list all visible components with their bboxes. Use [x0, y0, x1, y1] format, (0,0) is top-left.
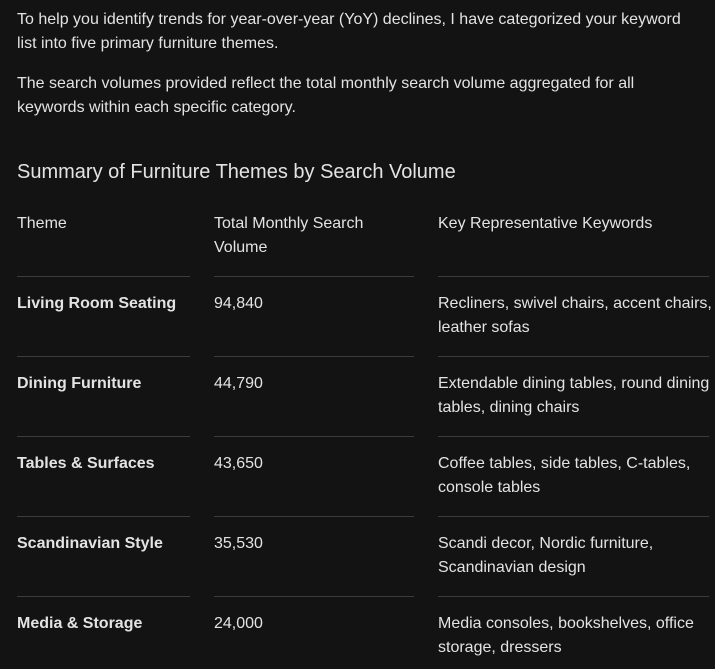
theme-name: Media & Storage — [17, 615, 143, 632]
search-volume: 44,790 — [214, 375, 263, 392]
theme-name: Scandinavian Style — [17, 535, 163, 552]
search-volume: 43,650 — [214, 455, 263, 472]
row-divider — [17, 436, 190, 437]
row-divider — [214, 596, 414, 597]
row-divider — [214, 436, 414, 437]
row-divider — [214, 276, 414, 277]
table-row — [0, 612, 715, 660]
search-volume: 35,530 — [214, 535, 263, 552]
row-divider — [17, 596, 190, 597]
table-row — [0, 452, 715, 516]
theme-name: Living Room Seating — [17, 295, 177, 312]
search-volume: 24,000 — [214, 615, 263, 632]
row-divider — [17, 276, 190, 277]
table-row — [0, 532, 715, 596]
row-divider — [17, 356, 190, 357]
representative-keywords: Recliners, swivel chairs, accent chairs, leather sofas — [438, 295, 712, 336]
row-divider — [214, 516, 414, 517]
representative-keywords: Scandi decor, Nordic furniture, Scandinavian design — [438, 535, 654, 576]
intro-paragraph: The search volumes provided reflect the total monthly search volume aggregated for all keywords within each specific category. — [17, 75, 635, 116]
section-heading: Summary of Furniture Themes by Search Volume — [17, 161, 456, 183]
row-divider — [214, 356, 414, 357]
theme-name: Tables & Surfaces — [17, 455, 155, 472]
row-divider — [438, 276, 709, 277]
row-divider — [438, 436, 709, 437]
theme-name: Dining Furniture — [17, 375, 142, 392]
table-header-row — [0, 212, 715, 276]
column-header-volume: Total Monthly Search Volume — [214, 215, 364, 256]
column-header-keywords: Key Representative Keywords — [438, 215, 653, 232]
table-row — [0, 292, 715, 356]
row-divider — [17, 516, 190, 517]
representative-keywords: Media consoles, bookshelves, office storage, dressers — [438, 615, 694, 656]
row-divider — [438, 356, 709, 357]
column-header-theme: Theme — [17, 215, 67, 232]
representative-keywords: Coffee tables, side tables, C-tables, console tables — [438, 455, 691, 496]
row-divider — [438, 516, 709, 517]
intro-paragraph: To help you identify trends for year-over-year (YoY) declines, I have categorized your keyword list into five primary furniture themes. — [17, 11, 681, 52]
row-divider — [438, 596, 709, 597]
representative-keywords: Extendable dining tables, round dining tables, dining chairs — [438, 375, 710, 416]
table-row — [0, 372, 715, 436]
search-volume: 94,840 — [214, 295, 263, 312]
